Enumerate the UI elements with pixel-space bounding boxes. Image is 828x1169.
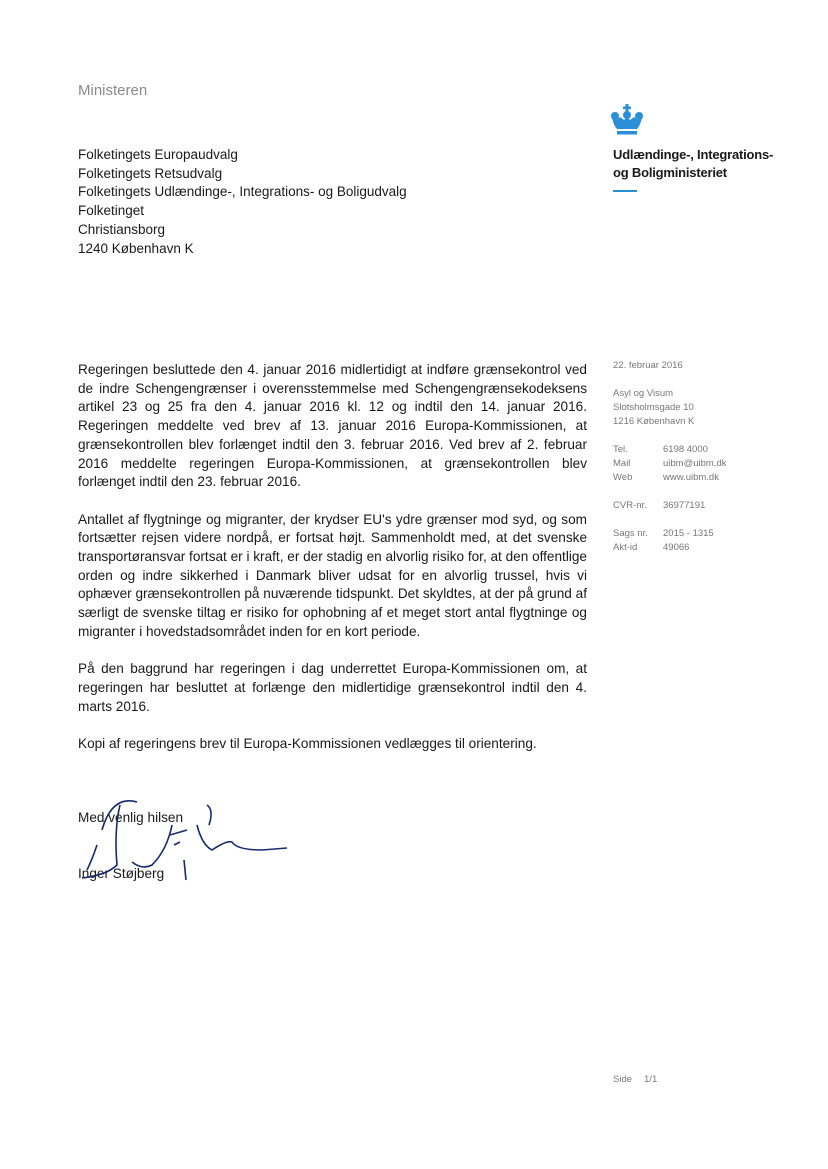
value: uibm@uibm.dk bbox=[663, 458, 727, 469]
handwritten-signature bbox=[62, 790, 302, 890]
crown-logo-icon bbox=[610, 104, 644, 136]
label: Web bbox=[613, 472, 633, 483]
contact-mail bbox=[613, 457, 727, 471]
body-paragraph: På den baggrund har regeringen i dag underrettet Europa-Kommissionen om, at regeringen har besluttet at forlænge den midlertidige grænsekontrol indtil den 4. marts 2016. bbox=[78, 661, 587, 714]
letter-date: 22. februar 2016 bbox=[613, 360, 683, 371]
recipient-line: 1240 København K bbox=[78, 240, 194, 256]
label: Sags nr. bbox=[613, 528, 648, 539]
contact-web bbox=[613, 471, 727, 485]
letter-body bbox=[78, 361, 587, 772]
page-number bbox=[613, 1074, 669, 1085]
label: Tel. bbox=[613, 444, 628, 455]
sender-title: Ministeren bbox=[78, 82, 148, 99]
ministry-name-line: Udlændinge-, Integrations- bbox=[613, 147, 774, 162]
value: 6198 4000 bbox=[663, 444, 708, 455]
recipient-address bbox=[78, 146, 407, 258]
sidebar-info bbox=[613, 359, 727, 555]
body-paragraph: Regeringen besluttede den 4. januar 2016 midlertidigt at indføre grænsekontrol ved de indre Schengengrænser i overensstemmelse med Schengengrænsekodeksens artikel 23 og 25 fra den 4. januar 2016 kl. 12 og indtil den 14. januar 2016. Regeringen meddelte ved brev af 13. januar 2016 Europa-Kommissionen, at grænsekontrollen blev forlænget indtil den 3. februar 2016. Ved brev af 2. februar 2016 meddelte regeringen Europa-Kommissionen, at grænsekontrollen blev forlænget indtil den 23. februar 2016. bbox=[78, 362, 587, 490]
page-value: 1/1 bbox=[644, 1074, 658, 1085]
ministry-name-line: og Boligministeriet bbox=[613, 165, 727, 180]
act-id bbox=[613, 541, 727, 555]
recipient-line: Christiansborg bbox=[78, 221, 166, 237]
page-label: Side bbox=[613, 1074, 633, 1085]
address-line: Slotsholmsgade 10 bbox=[613, 402, 694, 413]
body-paragraph: Antallet af flygtninge og migranter, der krydser EU's ydre grænser mod syd, og som fortsætter rejsen videre nordpå, er fortsat højt. Sammenholdt med, at det svenske transportøransvar fortsat er i kraft, er der stadig en alvorlig risiko for, at den offentlige orden og indre sikkerhed i Danmark bliver udsat for en alvorlig trussel, hvis vi ophæver grænsekontrollen på nuværende tidspunkt. Det skyldtes, at der på grund af særligt de svenske tiltag er risiko for ophobning af et meget stort antal flygtninge og migranter i hovedstadsområdet inden for en kort periode. bbox=[78, 511, 587, 639]
recipient-line: Folketingets Udlændinge-, Integrations- og Boligudvalg bbox=[78, 184, 407, 200]
value: 2015 - 1315 bbox=[663, 528, 714, 539]
value: 36977191 bbox=[663, 500, 706, 511]
address-line: Asyl og Visum bbox=[613, 388, 674, 399]
ministry-name bbox=[613, 146, 773, 182]
closing-greeting: Med venlig hilsen bbox=[78, 810, 184, 825]
label: Mail bbox=[613, 458, 631, 469]
value: www.uibm.dk bbox=[663, 472, 719, 483]
ministry-rule bbox=[613, 190, 637, 192]
recipient-line: Folketinget bbox=[78, 203, 145, 219]
address-line: 1216 København K bbox=[613, 416, 695, 427]
recipient-line: Folketingets Retsudvalg bbox=[78, 165, 223, 181]
contact-tel bbox=[613, 443, 727, 457]
case-number bbox=[613, 527, 727, 541]
label: CVR-nr. bbox=[613, 500, 647, 511]
cvr-number bbox=[613, 499, 727, 513]
signatory-name: Inger Støjberg bbox=[78, 865, 165, 881]
body-paragraph: Kopi af regeringens brev til Europa-Kommissionen vedlægges til orientering. bbox=[78, 736, 537, 752]
value: 49066 bbox=[663, 542, 690, 553]
recipient-line: Folketingets Europaudvalg bbox=[78, 147, 238, 162]
label: Akt-id bbox=[613, 542, 638, 553]
